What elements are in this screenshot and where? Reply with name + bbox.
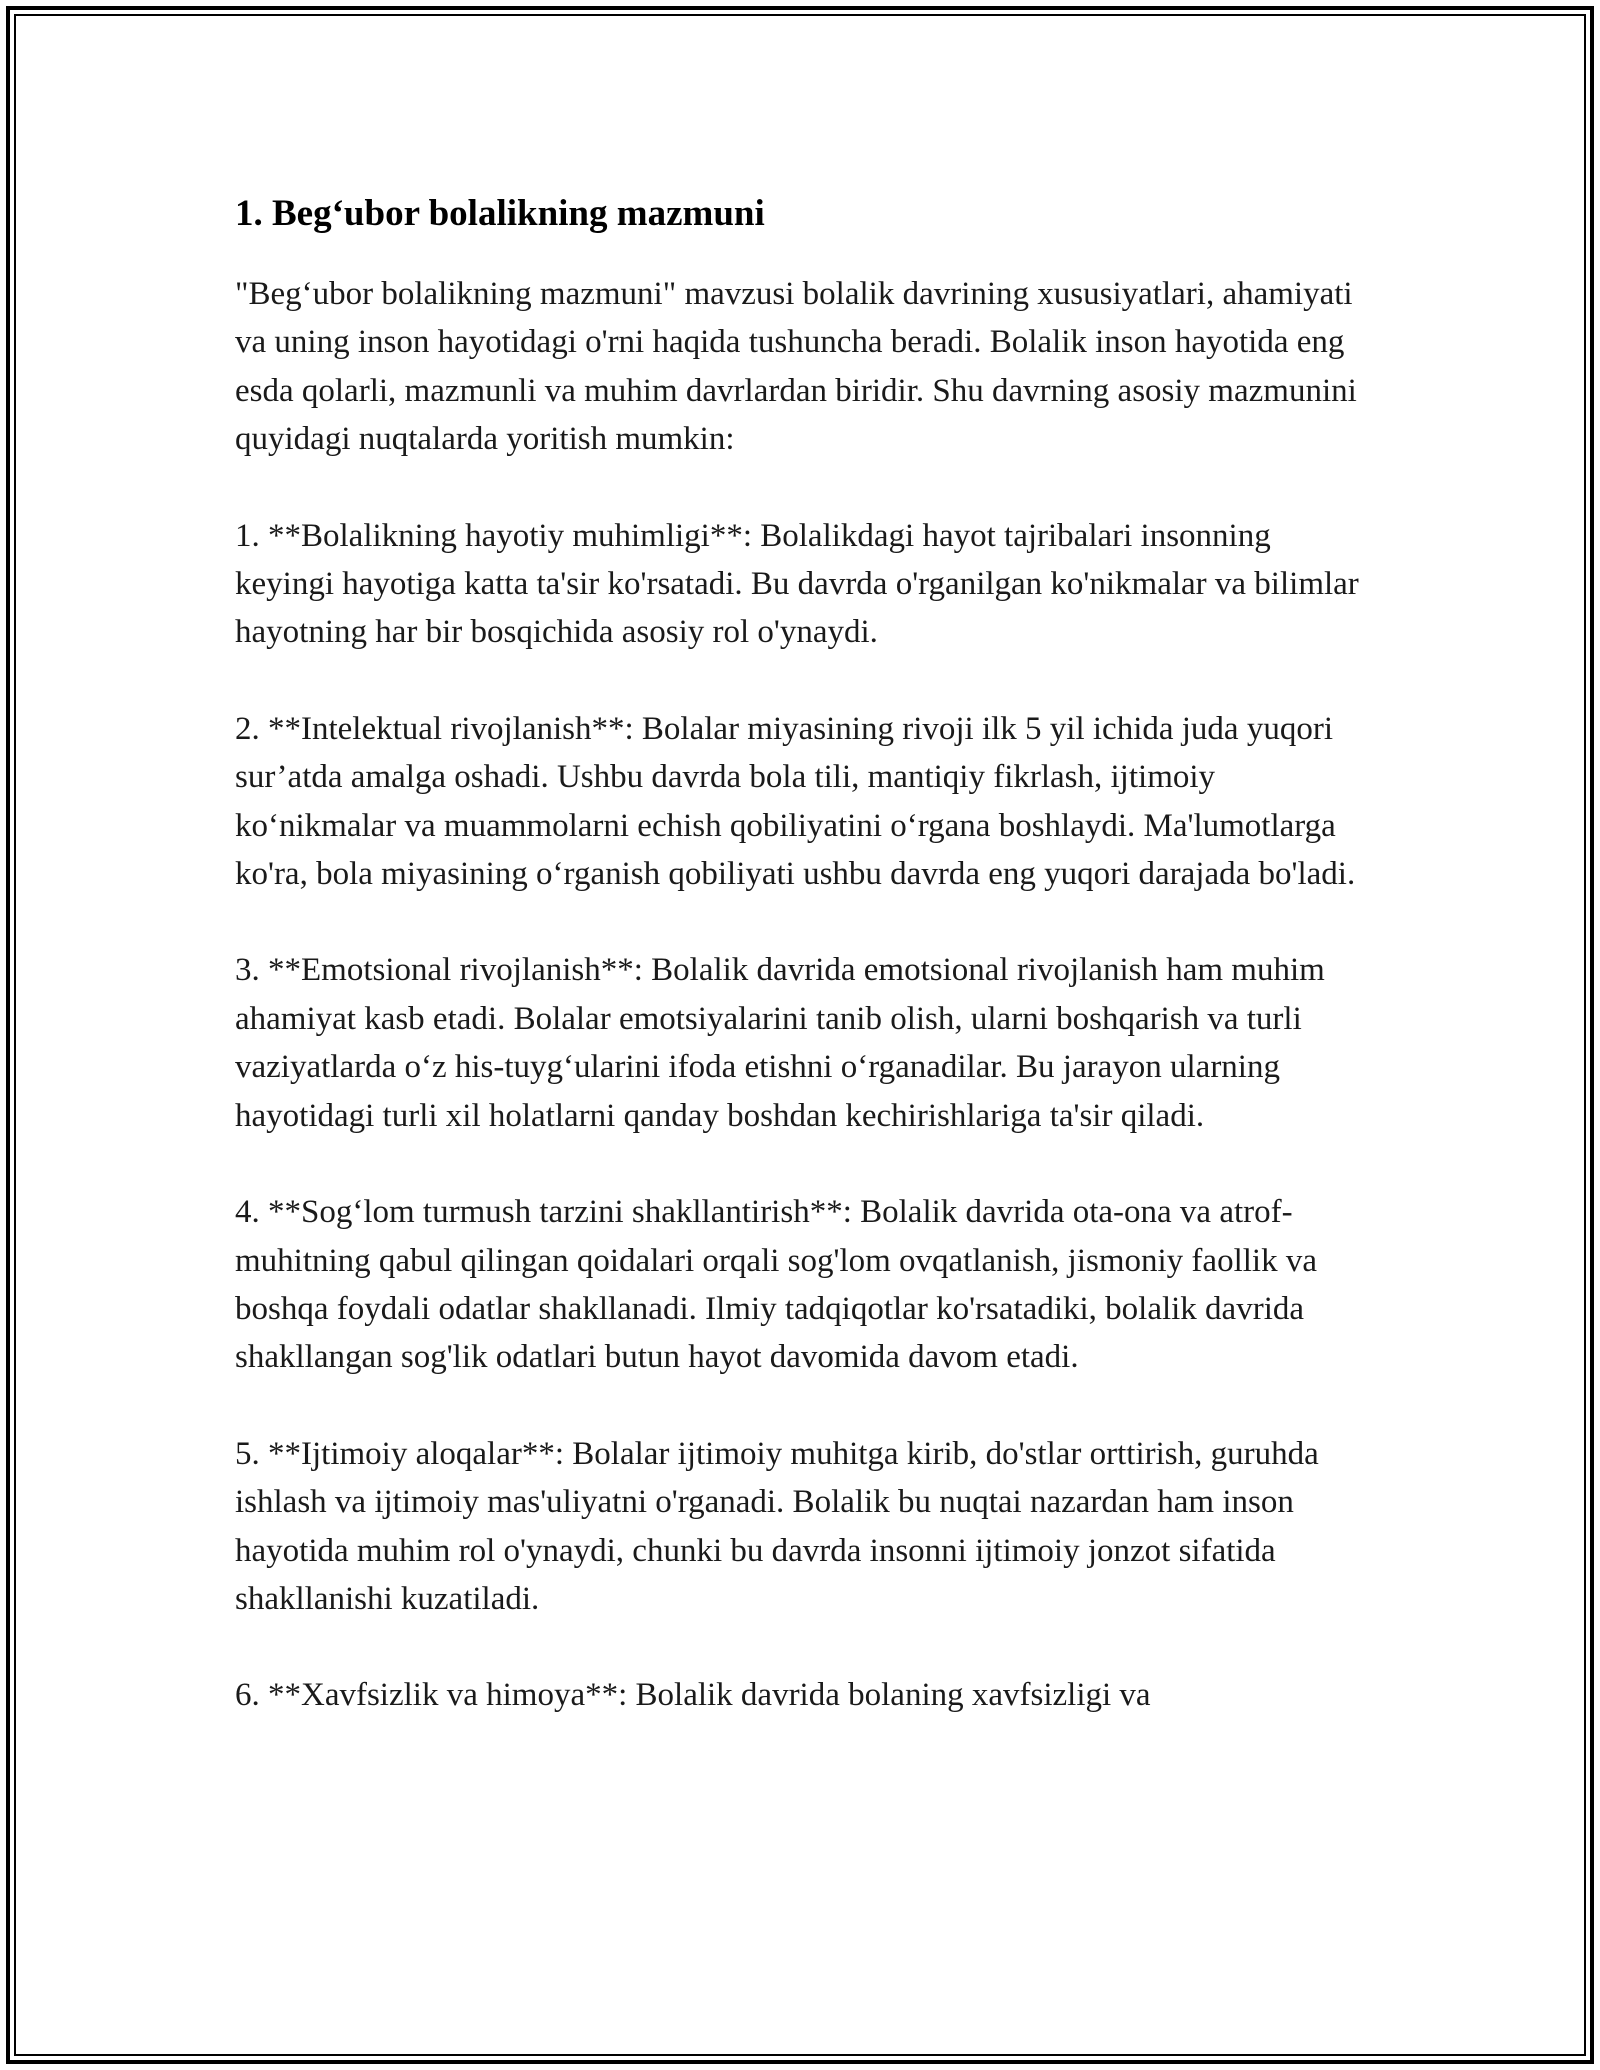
point-1-paragraph: 1. **Bolalikning hayotiy muhimligi**: Bolalikdagi hayot tajribalari insonning keyingi hayotiga katta ta'sir ko'rsatadi. Bu davrda o'rganilgan ko'nikmalar va bilimlar hayotning har bir bosqichida asosiy rol o'ynaydi. — [235, 517, 1359, 651]
point-4-paragraph: 4. **Sog‘lom turmush tarzini shakllantirish**: Bolalik davrida ota-ona va atrof-muhitning qabul qilingan qoidalari orqali sog'lom ovqatlanish, jismoniy faollik va boshqa foydali odatlar shakllanadi. Ilmiy tadqiqotlar ko'rsatadiki, bolalik davrida shakllangan sog'lik odatlari butun hayot davomida davom etadi. — [235, 1194, 1317, 1376]
point-5-paragraph: 5. **Ijtimoiy aloqalar**: Bolalar ijtimoiy muhitga kirib, do'stlar orttirish, guruhda ishlash va ijtimoiy mas'uliyatni o'rganadi. Bolalik bu nuqtai nazardan ham inson hayotida muhim rol o'ynaydi, chunki bu davrda insonni ijtimoiy jonzot sifatida shakllanishi kuzatiladi. — [235, 1435, 1319, 1617]
intro-paragraph: "Beg‘ubor bolalikning mazmuni" mavzusi bolalik davrining xususiyatlari, ahamiyati va uning inson hayotidagi o'rni haqida tushuncha beradi. Bolalik inson hayotida eng esda qolarli, mazmunli va muhim davrlardan biridir. Shu davrning asosiy mazmunini quyidagi nuqtalarda yoritish mumkin: — [235, 276, 1357, 458]
section-heading: 1. Beg‘ubor bolalikning mazmuni — [235, 193, 765, 234]
point-6-paragraph: 6. **Xavfsizlik va himoya**: Bolalik davrida bolaning xavfsizligi va — [235, 1677, 1151, 1714]
point-3-paragraph: 3. **Emotsional rivojlanish**: Bolalik davrida emotsional rivojlanish ham muhim ahamiyat kasb etadi. Bolalar emotsiyalarini tanib olish, ularni boshqarish va turli vaziyatlarda o‘z his-tuyg‘ularini ifoda etishni o‘rganadilar. Bu jarayon ularning hayotidagi turli xil holatlarni qanday boshdan kechirishlariga ta'sir qiladi. — [235, 952, 1325, 1134]
point-2-paragraph: 2. **Intelektual rivojlanish**: Bolalar miyasining rivoji ilk 5 yil ichida juda yuqori sur’atda amalga oshadi. Ushbu davrda bola tili, mantiqiy fikrlash, ijtimoiy ko‘nikmalar va muammolarni echish qobiliyatini o‘rgana boshlaydi. Ma'lumotlarga ko'ra, bola miyasining o‘rganish qobiliyati ushbu davrda eng yuqori darajada bo'ladi. — [235, 710, 1356, 893]
document-body — [235, 188, 1375, 1720]
